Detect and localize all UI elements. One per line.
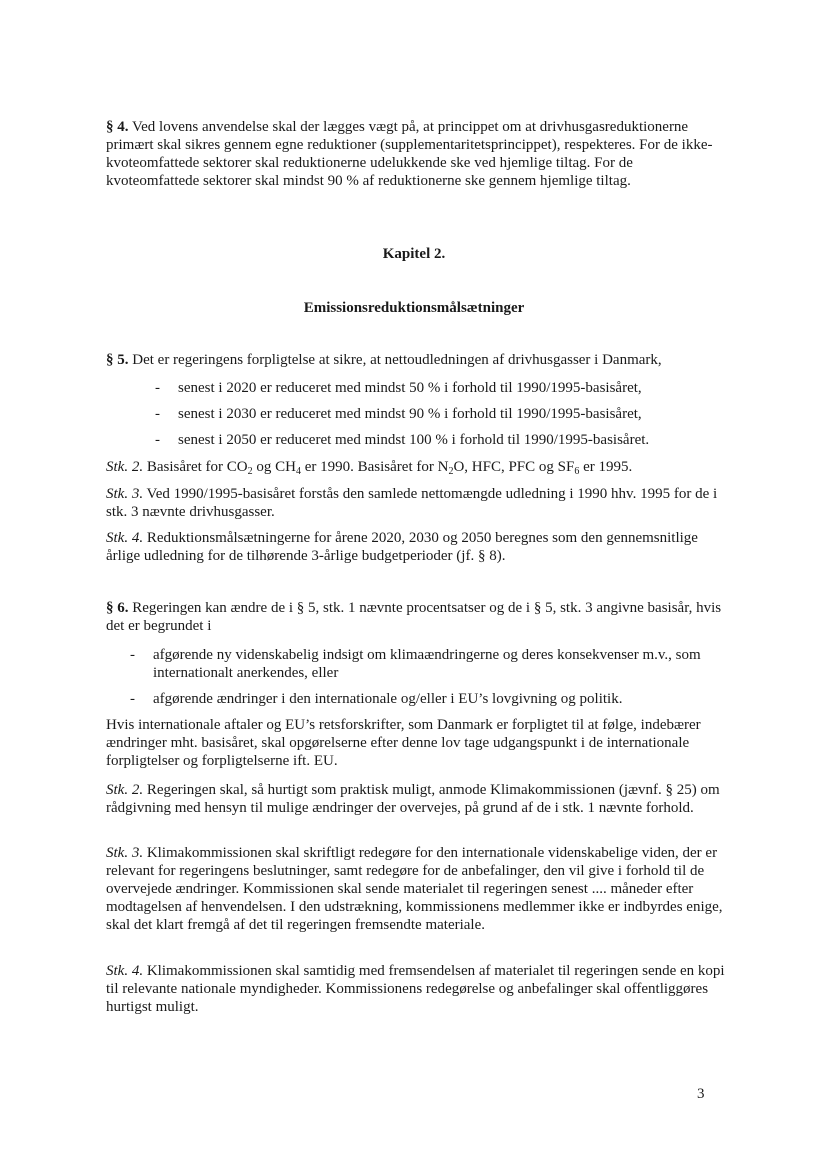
- paragraph-6-intro: [106, 599, 726, 635]
- paragraph-6-stk-4: [106, 962, 726, 1016]
- list-dash: -: [130, 647, 135, 663]
- paragraph-5-intro: [106, 351, 726, 369]
- paragraph-6-stk-2: [106, 781, 726, 817]
- paragraph-text: Det er regeringens forpligtelse at sikre, at nettoudledningen af drivhusgasser i Danmark,: [128, 352, 662, 368]
- paragraph-5-stk-2: [106, 458, 726, 476]
- chapter-heading: Emissionsreduktionsmålsætninger: [303, 300, 525, 316]
- paragraph-6-after-list: Hvis internationale aftaler og EU’s retsforskrifter, som Danmark er forpligtet til at følge, indebærer ændringer mht. basisåret, skal opgørelserne efter denne lov tage udgangspunkt i de internationale forpligtelser og forpligtelserne ift. EU.: [106, 717, 701, 769]
- list-dash: -: [155, 380, 160, 396]
- list-item: afgørende ændringer i den internationale og/eller i EU’s lovgivning og politik.: [153, 691, 623, 707]
- subscript: 2: [448, 466, 454, 477]
- list-dash: -: [155, 432, 160, 448]
- text-segment: O, HFC, PFC og SF: [453, 459, 575, 475]
- page-number: 3: [697, 1086, 705, 1102]
- stk-label: Stk. 3.: [106, 845, 144, 861]
- stk-label: Stk. 2.: [106, 782, 144, 798]
- paragraph-text: Klimakommissionen skal samtidig med fremsendelsen af materialet til regeringen sende en kopi til relevante nationale myndigheder. Kommissionens redegørelse og anbefalinger skal offentliggøres hurtigst muligt.: [106, 963, 725, 1015]
- chapter-title: Kapitel 2.: [382, 246, 446, 262]
- text-segment: er 1990. Basisåret for N: [300, 459, 449, 475]
- list-dash: -: [130, 691, 135, 707]
- list-dash: -: [155, 406, 160, 422]
- paragraph-5-stk-4: [106, 529, 726, 565]
- section-label: § 4.: [106, 119, 129, 135]
- paragraph-text: Reduktionsmålsætningerne for årene 2020, 2030 og 2050 beregnes som den gennemsnitlige årlige udledning for de tilhørende 3-årlige budgetperioder (jf. § 8).: [106, 530, 698, 564]
- stk-label: Stk. 3.: [106, 486, 144, 502]
- section-label: § 6.: [106, 600, 129, 616]
- list-item: senest i 2050 er reduceret med mindst 100 % i forhold til 1990/1995-basisåret.: [178, 432, 650, 448]
- section-label: § 5.: [106, 352, 129, 368]
- subscript: 6: [574, 466, 580, 477]
- paragraph-text: Regeringen kan ændre de i § 5, stk. 1 nævnte procentsatser og de i § 5, stk. 3 angivne basisår, hvis det er begrundet i: [106, 600, 722, 634]
- subscript: 2: [247, 466, 253, 477]
- paragraph-5-stk-3: [106, 485, 726, 521]
- paragraph-text: Regeringen skal, så hurtigt som praktisk muligt, anmode Klimakommissionen (jævnf. § 25) om rådgivning med hensyn til mulige ændringer der overvejes, på grund af de i stk. 1 nævnte forhold.: [106, 782, 720, 816]
- stk-label: Stk. 4.: [106, 963, 144, 979]
- subscript: 4: [295, 466, 301, 477]
- paragraph-text: Klimakommissionen skal skriftligt redegøre for den internationale videnskabelige viden, der er relevant for regeringens beslutninger, samt redegøre for de anbefalinger, den vil give i forhold til de overvejede ændringer. Kommissionen skal sende materialet til regeringen senest .... måneder efter modtagelsen af henvendelsen. I den udstrækning, kommissionens medlemmer ikke er indbyrdes enige, skal det klart fremgå af det til regeringen fremsendte materiale.: [106, 845, 723, 933]
- paragraph-text: Ved 1990/1995-basisåret forstås den samlede nettomængde udledning i 1990 hhv. 1995 for de i stk. 3 nævnte drivhusgasser.: [106, 486, 718, 520]
- text-segment: Basisåret for CO: [143, 459, 248, 475]
- stk-label: Stk. 4.: [106, 530, 144, 546]
- text-segment: er 1995.: [579, 459, 633, 475]
- list-item: senest i 2030 er reduceret med mindst 90 % i forhold til 1990/1995-basisåret,: [178, 406, 642, 422]
- paragraph-text: Ved lovens anvendelse skal der lægges vægt på, at princippet om at drivhusgasreduktionerne primært skal sikres gennem egne reduktioner (supplementaritetsprincippet), respekteres. For de ikke-kvoteomfattede sektorer skal reduktionerne udelukkende ske ved hjemlige tiltag. For de kvoteomfattede sektorer skal mindst 90 % af reduktionerne ske gennem hjemlige tiltag.: [106, 119, 713, 189]
- paragraph-4: [106, 118, 726, 190]
- text-segment: og CH: [252, 459, 296, 475]
- stk-label: Stk. 2.: [106, 459, 144, 475]
- list-item: senest i 2020 er reduceret med mindst 50 % i forhold til 1990/1995-basisåret,: [178, 380, 642, 396]
- list-item: afgørende ny videnskabelig indsigt om klimaændringerne og deres konsekvenser m.v., som internationalt anerkendes, eller: [153, 647, 701, 681]
- paragraph-6-stk-3: [106, 844, 726, 934]
